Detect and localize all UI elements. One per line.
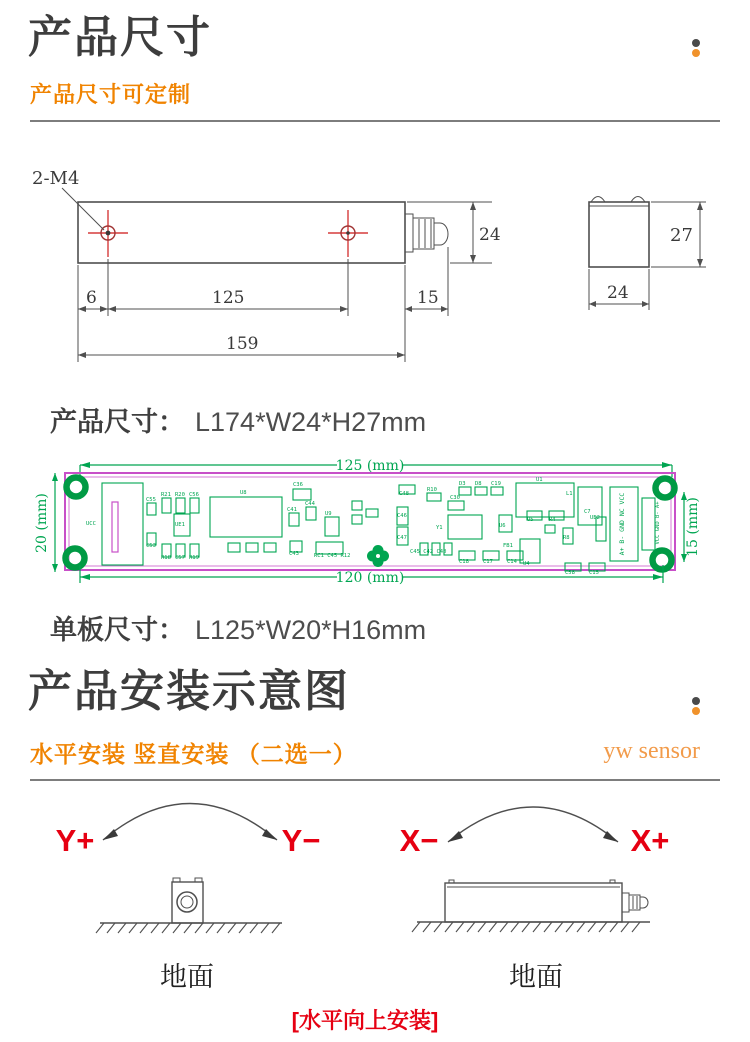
pcb-connector-label: VCC GND B- A+ [655,501,661,545]
pcb-terminal-label: A+ B- GND NC VCC [618,492,626,556]
hatch-mark [566,922,574,932]
pcb-hole-top-left [67,478,86,497]
pcb-hole-top-right [656,479,675,498]
pcb-component-label: C58 [565,570,575,576]
callout-leader-line [62,188,104,230]
pcb-component [491,487,503,495]
hatch-mark [107,923,115,933]
pcb-sensor-slot [112,502,118,552]
hatch-mark [533,922,541,932]
svg-text:125 (mm): 125 (mm) [335,458,405,474]
sensor-end-view [589,197,649,268]
pcb-component-label: L1 [566,491,573,497]
hatch-mark [467,922,475,932]
axis-y-plus: Y+ [55,823,95,858]
hatch-mark [621,922,629,932]
pcb-component-label: FB1 [503,543,513,549]
pcb-component-label: C7 [584,509,591,515]
section-dimensions-subtitle: 产品尺寸可定制 [30,82,192,107]
product-size-line [50,400,426,439]
hatch-mark [118,923,126,933]
product-size-label: 产品尺寸： [50,407,185,437]
pcb-hole-bottom-right [653,551,672,570]
pcb-component-label: C46 [397,513,407,519]
hatch-mark [445,922,453,932]
pcb-component [325,517,339,536]
pcb-component [459,487,471,495]
install-diagram-horizontal [56,804,321,993]
product-size-value: L174*W24*H27mm [195,407,427,437]
pcb-component-label: R19 [189,555,199,561]
pcb-component [228,543,240,552]
hatch-mark [151,923,159,933]
pcb-component [162,498,171,513]
hatch-mark [412,922,420,932]
pcb-component-layer [86,477,606,576]
pcb-component-label: C14 [507,559,517,565]
pcb-component-label: U4 [523,561,530,567]
hatch-mark [217,923,225,933]
axis-y-minus: Y− [281,823,321,858]
hatch-mark [599,922,607,932]
cable-gland [405,214,448,252]
pcb-component-label: C55 [146,497,156,503]
pcb-component-label: Y1 [436,525,443,531]
hatch-mark [588,922,596,932]
pcb-component [516,483,574,517]
pcb-component [306,507,316,520]
hatch-mark [555,922,563,932]
dim-right-offset: 15 [417,288,439,308]
pcb-component-label: C47 [397,535,407,541]
hatch-mark [184,923,192,933]
pcb-dim-top [80,458,672,477]
pcb-component-label: D8 [475,481,482,487]
sensor-flat [445,880,648,922]
svg-text:24: 24 [479,225,501,245]
divider-line [30,120,720,122]
pcb-component-label: R18 [161,555,171,561]
axis-x-plus: X+ [630,823,670,858]
board-size-label: 单板尺寸： [50,615,185,645]
pcb-component [475,487,487,495]
svg-text:20 (mm): 20 (mm) [34,493,50,553]
title2-dot-orange-icon [692,707,700,715]
pcb-component-label: R20 [175,492,185,498]
section-dimensions-title: 产品尺寸 [28,13,212,62]
title-dot-dark-icon [692,39,700,47]
hatch-mark [96,923,104,933]
pcb-component [366,509,378,517]
pcb-sensor-box [102,483,143,565]
pcb-component-label: U6 [499,523,506,529]
pcb-component-label: R10 [427,487,437,493]
hatch-mark [250,923,258,933]
pcb-component-label: C41 [287,507,297,513]
title2-dot-dark-icon [692,697,700,705]
pcb-component-label: U8 [240,490,247,496]
pcb-component-label: C57 [175,555,185,561]
mounting-hole-left [88,210,128,257]
svg-text:24: 24 [607,283,629,303]
pcb-layout-drawing [0,455,750,600]
ground-label-right: 地面 [509,962,563,992]
pcb-component-label: R21 [161,492,171,498]
brand-watermark: yw sensor [603,738,700,764]
hatch-mark [206,923,214,933]
hatch-mark [632,922,640,932]
hatch-mark [511,922,519,932]
pcb-component-label: D3 [459,481,466,487]
install-caption: [水平向上安装] [291,1008,439,1033]
hatch-mark [228,923,236,933]
pcb-dim-right [681,492,701,562]
pcb-component-label: C56 [189,492,199,498]
pcb-component-label: RC1 C45 R12 [314,553,351,559]
svg-text:120 (mm): 120 (mm) [335,570,405,586]
hatch-mark [261,923,269,933]
hatch-mark [162,923,170,933]
pcb-component [448,501,464,510]
pcb-component-label: UCC [86,521,96,527]
divider-line-2 [30,779,720,781]
pcb-component-label: C19 [491,481,501,487]
pcb-component-label: U5 [527,517,534,523]
hatch-mark [434,922,442,932]
mounting-hole-right [328,210,368,257]
pcb-component [293,489,311,500]
pcb-component-label: C44 [305,501,315,507]
hatch-mark [489,922,497,932]
hatch-mark [423,922,431,932]
pcb-component-label: C30 [450,495,460,501]
pcb-component [176,498,185,513]
hatch-mark [500,922,508,932]
dim-total-length [78,316,405,362]
hatch-mark [610,922,618,932]
pcb-dim-bottom [80,565,663,586]
hatch-mark [478,922,486,932]
pcb-component-label: C43 [289,551,299,557]
pcb-component [190,498,199,513]
board-size-line [50,608,426,647]
hatch-mark [140,923,148,933]
pcb-component-label: UE2 [590,515,600,521]
pcb-component [246,543,258,552]
hole-callout-label: 2-M4 [32,168,80,189]
pcb-component-label: U9 [325,511,332,517]
hatch-mark [577,922,585,932]
hatch-mark [456,922,464,932]
pcb-component [289,513,299,526]
hatch-mark [239,923,247,933]
install-diagram-vertical [400,807,670,992]
pcb-component-label: C48 [399,491,409,497]
pcb-dim-left [34,473,58,572]
installation-diagrams [0,787,750,1002]
pcb-component-label: C53 [146,543,156,549]
pcb-component [427,493,441,501]
pcb-connector [642,498,655,550]
dim-end-width-24 [589,269,649,310]
pcb-component [352,501,362,510]
board-size-value: L125*W20*H16mm [195,615,427,645]
fan-logo-icon [367,545,389,567]
hatch-mark [173,923,181,933]
hatch-mark [522,922,530,932]
dimension-drawing [0,140,750,390]
pcb-component [545,525,555,533]
pcb-component-label: C15 [589,570,599,576]
svg-text:27: 27 [670,225,693,246]
dim-left-offset: 6 [86,288,97,308]
pcb-component-label: C36 [293,482,303,488]
pcb-component [264,543,276,552]
dim-hole-spacing: 125 [212,288,245,308]
pcb-component [448,515,482,539]
dim-height-24 [407,202,501,263]
pcb-component [147,503,156,515]
pcb-component-label: C45 C42 C40 [410,549,447,555]
pcb-component-label: R4 [549,517,556,523]
hatch-mark [272,923,280,933]
pcb-component-label: C18 [459,559,469,565]
section-install-subtitle: 水平安装 竖直安装 （二选一） [30,741,357,767]
dim-end-height-27 [651,202,706,267]
dim-chain [78,247,448,316]
hatch-mark [195,923,203,933]
section-install-title: 产品安装示意图 [28,667,350,716]
pcb-component [210,497,282,537]
sensor-upright [172,878,203,923]
pcb-hole-bottom-left [66,549,85,568]
pcb-component-label: UE1 [175,522,185,528]
svg-text:159: 159 [226,334,259,354]
svg-text:15 (mm): 15 (mm) [685,497,701,557]
hatch-mark [544,922,552,932]
pcb-component-label: R8 [563,535,570,541]
axis-x-minus: X− [399,823,439,858]
hatch-mark [129,923,137,933]
pcb-component-label: U1 [536,477,543,483]
pcb-component [352,515,362,524]
ground-label-left: 地面 [160,962,214,992]
pcb-component-label: C17 [483,559,493,565]
title-dot-orange-icon [692,49,700,57]
